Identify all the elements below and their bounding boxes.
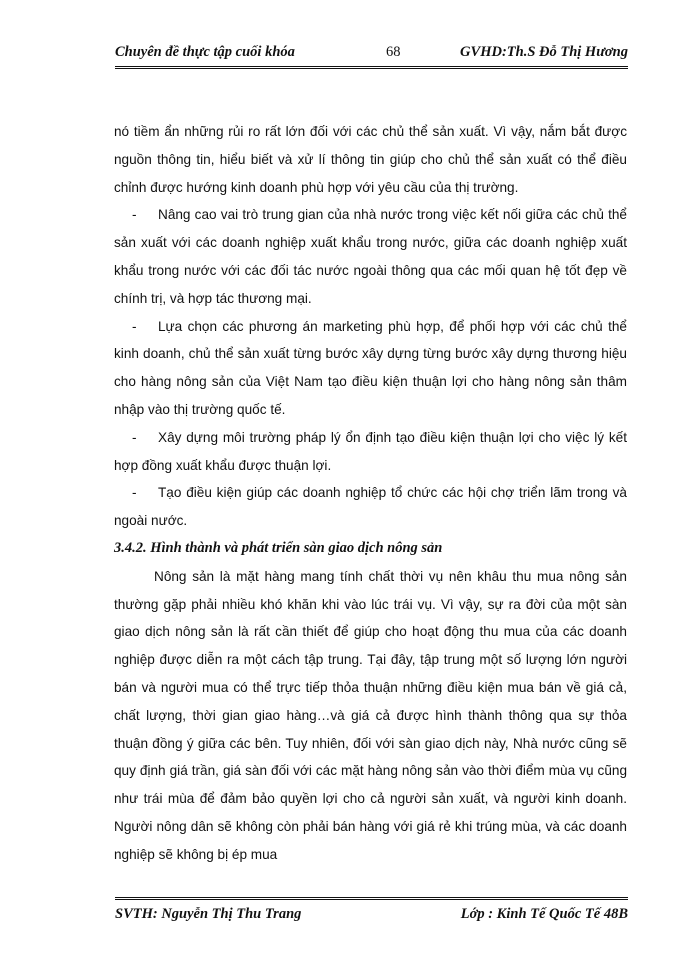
bullet-item	[114, 479, 627, 535]
bullet-text: Lựa chọn các phương án marketing phù hợp, để phối hợp với các chủ thể kinh doanh, chủ thể sản xuất từng bước xây dựng từng bước xây dựng thương hiệu cho hàng nông sản của Việt Nam tạo điều kiện thuận lợi cho hàng nông sản thâm nhập vào thị trường quốc tế.	[114, 318, 627, 417]
bullet-dash: -	[132, 318, 137, 334]
bullet-item	[114, 313, 627, 424]
intro-paragraph: nó tiềm ẩn những rủi ro rất lớn đối với các chủ thể sản xuất. Vì vậy, nắm bắt được nguồn thông tin, hiểu biết và xử lí thông tin giúp cho chủ thể sản xuất có thể điều chỉnh được hướng kinh doanh phù hợp với yêu cầu của thị trường.	[114, 124, 627, 195]
bullet-text: Tạo điều kiện giúp các doanh nghiệp tổ chức các hội chợ triển lãm trong và ngoài nước.	[114, 485, 627, 529]
header-page-number: 68	[386, 44, 401, 60]
footer-student-name: SVTH: Nguyễn Thị Thu Trang	[115, 906, 302, 922]
bullet-dash: -	[132, 207, 137, 223]
page-footer	[115, 897, 628, 928]
page-body	[114, 118, 627, 869]
section-heading: 3.4.2. Hình thành và phát triển sàn giao dịch nông sản	[114, 539, 443, 556]
bullet-text: Nâng cao vai trò trung gian của nhà nước trong việc kết nối giữa các chủ thể sản xuất với các doanh nghiệp xuất khẩu trong nước, giữa các doanh nghiệp xuất khẩu trong nước với các đối tác nước ngoài thông qua các mối quan hệ tốt đẹp về chính trị, và hợp tác thương mại.	[114, 207, 627, 306]
bullet-dash: -	[132, 429, 137, 445]
page-header	[115, 42, 628, 69]
bullet-dash: -	[132, 485, 137, 501]
bullet-item	[114, 201, 627, 312]
header-supervisor: GVHD:Th.S Đỗ Thị Hương	[460, 44, 628, 60]
bullet-item	[114, 424, 627, 480]
section-paragraph: Nông sản là mặt hàng mang tính chất thời vụ nên khâu thu mua nông sản thường gặp phải nhiều khó khăn khi vào lúc trái vụ. Vì vậy, sự ra đời của một sàn giao dịch nông sản là rất cần thiết để giúp cho hoạt động thu mua của các doanh nghiệp được diễn ra một cách tập trung. Tại đây, tập trung một số lượng lớn người bán và người mua có thể trực tiếp thỏa thuận những điều kiện mua bán về giá cả, chất lượng, thời gian giao hàng…và giá cả được hình thành thông qua sự thỏa thuận đồng ý giữa các bên. Tuy nhiên, đối với sàn giao dịch này, Nhà nước cũng sẽ quy định giá trần, giá sàn đối với các mặt hàng nông sản vào thời điểm mùa vụ cũng như trái mùa để đảm bảo quyền lợi cho cả người sản xuất, và người kinh doanh. Người nông dân sẽ không còn phải bán hàng với giá rẻ khi trúng mùa, và các doanh nghiệp sẽ không bị ép mua	[114, 568, 627, 862]
bullet-text: Xây dựng môi trường pháp lý ổn định tạo điều kiện thuận lợi cho việc lý kết hợp đồng xuất khẩu được thuận lợi.	[114, 429, 627, 473]
header-document-title: Chuyên đề thực tập cuối khóa	[115, 44, 295, 60]
footer-class: Lớp : Kinh Tế Quốc Tế 48B	[460, 906, 628, 922]
